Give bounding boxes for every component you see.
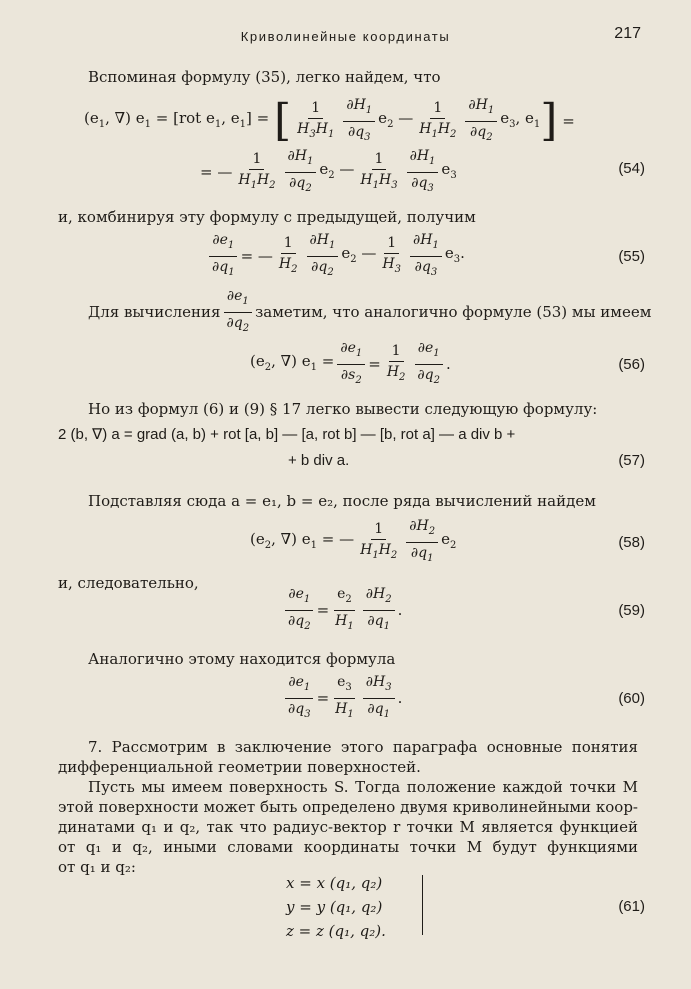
equation-55: $\frac{\partial e_1}{\partial q_1}$ = — $\frac{1}{H_2}$ $\frac{\partial H_1}{\partial q_2}$ $e_2$ — $\frac{1}{H_3}$ $\frac{\partial H_1}{\partial q_3}$ $e_3$. (206, 234, 465, 278)
paragraph-7: Аналогично этому находится формула (88, 650, 396, 668)
eq-number-56: (56) (618, 356, 645, 373)
eq-number-60: (60) (618, 690, 645, 707)
equation-59: $\frac{\partial e_1}{\partial q_2}$ = $\frac{e_2}{H_1}$ $\frac{\partial H_2}{\partial q_1}$ . (282, 588, 402, 632)
page-number: 217 (614, 25, 641, 42)
paragraph-3-start: Для вычисления (88, 303, 221, 321)
paragraph-4: Но из формул (6) и (9) § 17 легко вывести следующую формулу: (88, 400, 598, 418)
paragraph-3: Для вычисления $\frac{\partial e_1}{\partial q_2}$ заметим, что аналогично формуле (53) мы имеем (88, 287, 652, 334)
equation-56: ($e_2$, ∇) $e_1$ = $\frac{\partial e_1}{\partial s_2}$ = $\frac{1}{H_2}$ $\frac{\partial e_1}{\partial q_2}$ . (250, 339, 451, 386)
paragraph-8-line-1: 7. Рассмотрим в заключение этого параграфа основные понятия (88, 738, 638, 756)
paragraph-3-end: заметим, что аналогично формуле (53) мы имеем (255, 303, 652, 321)
paragraph-5: Подставляя сюда a = e₁, b = e₂, после ряда вычислений найдем (88, 492, 596, 510)
eq-number-58: (58) (618, 534, 645, 551)
equation-60: $\frac{\partial e_1}{\partial q_3}$ = $\frac{e_3}{H_1}$ $\frac{\partial H_3}{\partial q_1}$ . (282, 676, 402, 720)
paragraph-9-line-1: Пусть мы имеем поверхность S. Тогда положение каждой точки M (88, 778, 638, 796)
eq-number-55: (55) (618, 248, 645, 265)
right-brace (412, 875, 423, 935)
paragraph-6: и, следовательно, (58, 574, 199, 592)
running-header: Криволинейные координаты (240, 29, 451, 44)
equation-61-y: y = y (q₁, q₂) (286, 898, 383, 916)
equation-58: ($e_2$, ∇) $e_1$ = — $\frac{1}{H_1H_2}$ $\frac{\partial H_2}{\partial q_1}$ $e_2$ (250, 517, 457, 564)
paragraph-9-line-2: этой поверхности может быть определено двумя криволинейными коор- (58, 798, 638, 816)
paragraph-9-line-5: от q₁ и q₂: (58, 858, 136, 876)
paragraph-9-line-4: от q₁ и q₂, иными словами координаты точки M будут функциями (58, 838, 638, 856)
equation-61-x: x = x (q₁, q₂) (286, 874, 383, 892)
equation-first-line: ($e_1$, ∇) $e_1 = [rot$ $e_1$, $e_1$] = [ $\frac{1}{H_3H_1}$ $\frac{\partial H_1}{\partial q_3}$ $e_2$ — $\frac{1}{H_1H_2}$ $\frac{\partial H_1}{\partial q_2}$ $e_3$, $e_1$ ] = (84, 95, 575, 146)
equation-54: = — $\frac{1}{H_1H_2}$ $\frac{\partial H_1}{\partial q_2}$ $e_2$ — $\frac{1}{H_1H_3}$ $\frac{\partial H_1}{\partial q_3}$ $e_3$ (200, 147, 457, 194)
eq-number-54: (54) (618, 160, 645, 177)
eq-number-57: (57) (618, 452, 645, 469)
paragraph-9-line-3: динатами q₁ и q₂, так что радиус-вектор r точки M является функцией (58, 818, 638, 836)
paragraph-2: и, комбинируя эту формулу с предыдущей, получим (58, 208, 476, 226)
equation-57-line-2: + b div a. (288, 452, 350, 469)
paragraph-8-line-2: дифференциальной геометрии поверхностей. (58, 758, 421, 776)
eq-number-61: (61) (618, 898, 645, 915)
paragraph-1: Вспоминая формулу (35), легко найдем, что (88, 68, 441, 86)
equation-57-line-1: 2 (b, ∇) a = grad (a, b) + rot [a, b] — [a, rot b] — [b, rot a] — a div b + (58, 426, 516, 443)
eq-number-59: (59) (618, 602, 645, 619)
equation-61-z: z = z (q₁, q₂). (286, 922, 386, 940)
